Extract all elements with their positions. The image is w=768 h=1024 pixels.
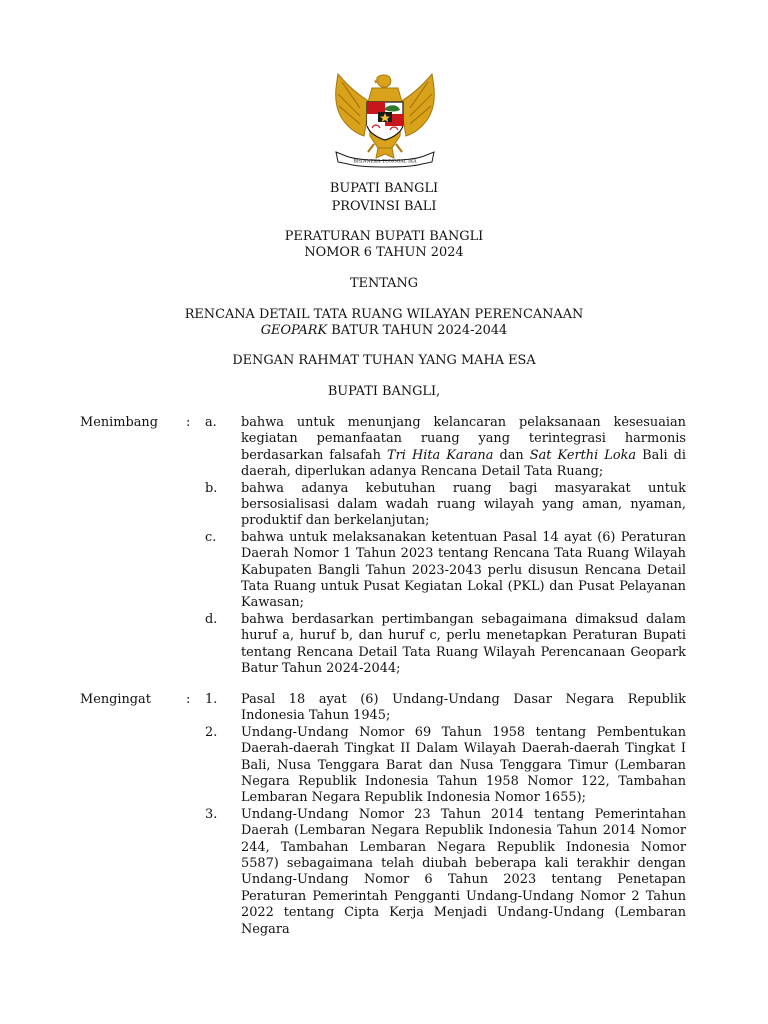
issuer-title-line-1: BUPATI BANGLI (329, 181, 439, 196)
item-marker: 3. (205, 806, 218, 822)
right-wing (400, 74, 434, 136)
subject-title-line-1: RENCANA DETAIL TATA RUANG WILAYAN PERENCANAAN (184, 307, 584, 322)
item-text: Pasal 18 ayat (6) Undang-Undang Dasar Negara Republik Indonesia Tahun 1945; (241, 692, 686, 724)
regulation-number: NOMOR 6 TAHUN 2024 (304, 245, 464, 260)
item-marker: a. (205, 415, 217, 430)
issuer-title-line-2: PROVINSI BALI (331, 199, 437, 214)
garuda-pancasila-emblem (330, 72, 440, 168)
term-sat-kerthi-loka: Sat Kerthi Loka (529, 447, 637, 463)
motto-text: BHINNEKA TUNGGAL IKA (353, 159, 417, 165)
item-text: bahwa untuk menunjang kelancaran pelaksanaan kesesuaian kegiatan pemanfaatan ruang yang terintegrasi harmonis berdasarkan falsafah Tri Hita Karana dan Sat Kerthi Loka Bali di daerah, diperlukan adanya Rencana Detail Tata Ruang; (241, 415, 687, 480)
item-marker: c. (205, 529, 217, 545)
menimbang-item-b (0, 481, 768, 530)
menimbang-item-a (0, 415, 768, 481)
regulation-title: PERATURAN BUPATI BANGLI (284, 229, 484, 244)
item-text: Undang-Undang Nomor 69 Tahun 1958 tentang Pembentukan Daerah-daerah Tingkat II Dalam Wilayah Daerah-daerah Tingkat I Bali, Nusa Tenggara Barat dan Nusa Tenggara Timur (Lembaran Negara Republik Indonesia Tahun 1958 Nomor 122, Tambahan Lembaran Negara Republik Indonesia Nomor 1655); (241, 724, 686, 806)
head (377, 75, 391, 87)
mengingat-item-2 (0, 725, 768, 807)
subject-title-line-2 (0, 323, 768, 339)
mengingat-item-3 (0, 807, 768, 938)
subject-title-rest: BATUR TAHUN 2024-2044 (327, 323, 508, 338)
grace-statement: DENGAN RAHMAT TUHAN YANG MAHA ESA (232, 353, 536, 368)
term-tri-hita-karana: Tri Hita Karana (387, 447, 494, 463)
menimbang-section (0, 415, 768, 678)
mengingat-colon: : (186, 692, 191, 707)
item-marker: b. (205, 480, 218, 496)
item-text: bahwa adanya kebutuhan ruang bagi masyarakat untuk bersosialisasi dalam wadah ruang wilayah yang aman, nyaman, produktif dan berkelanjutan; (241, 480, 686, 529)
issuer-heading: BUPATI BANGLI, (327, 384, 441, 399)
item-marker: 2. (205, 724, 218, 740)
item-text: Undang-Undang Nomor 23 Tahun 2014 tentang Pemerintahan Daerah (Lembaran Negara Republik Indonesia Tahun 2014 Nomor 244, Tambahan Lembaran Negara Republik Indonesia Nomor 5587) sebagaimana telah diubah beberapa kali terakhir dengan Undang-Undang Nomor 6 Tahun 2023 tentang Penetapan Peraturan Pemerintah Pengganti Undang-Undang Nomor 2 Tahun 2022 tentang Cipta Kerja Menjadi Undang-Undang (Lembaran Negara (241, 806, 686, 937)
tail (376, 148, 394, 158)
left-wing (336, 74, 370, 136)
item-text: bahwa berdasarkan pertimbangan sebagaimana dimaksud dalam huruf a, huruf b, dan huruf c, perlu menetapkan Peraturan Bupati tentang Rencana Detail Tata Ruang Wilayah Perencanaan Geopark Batur Tahun 2024-2044; (241, 611, 686, 677)
mengingat-label: Mengingat (80, 692, 151, 707)
mengingat-item-1 (0, 692, 768, 725)
menimbang-item-d (0, 612, 768, 678)
mengingat-section (0, 692, 768, 938)
item-marker: d. (205, 611, 218, 627)
menimbang-colon: : (186, 415, 191, 430)
menimbang-item-c (0, 530, 768, 612)
about-heading: TENTANG (349, 276, 419, 291)
subject-title-geopark: GEOPARK (260, 323, 328, 338)
item-text: bahwa untuk melaksanakan ketentuan Pasal 14 ayat (6) Peraturan Daerah Nomor 1 Tahun 2023 tentang Rencana Tata Ruang Wilayah Kabupaten Bangli Tahun 2023-2043 perlu disusun Rencana Detail Tata Ruang untuk Pusat Kegiatan Lokal (PKL) dan Pusat Pelayanan Kawasan; (241, 529, 686, 611)
item-marker: 1. (205, 692, 218, 707)
menimbang-label: Menimbang (80, 415, 158, 430)
